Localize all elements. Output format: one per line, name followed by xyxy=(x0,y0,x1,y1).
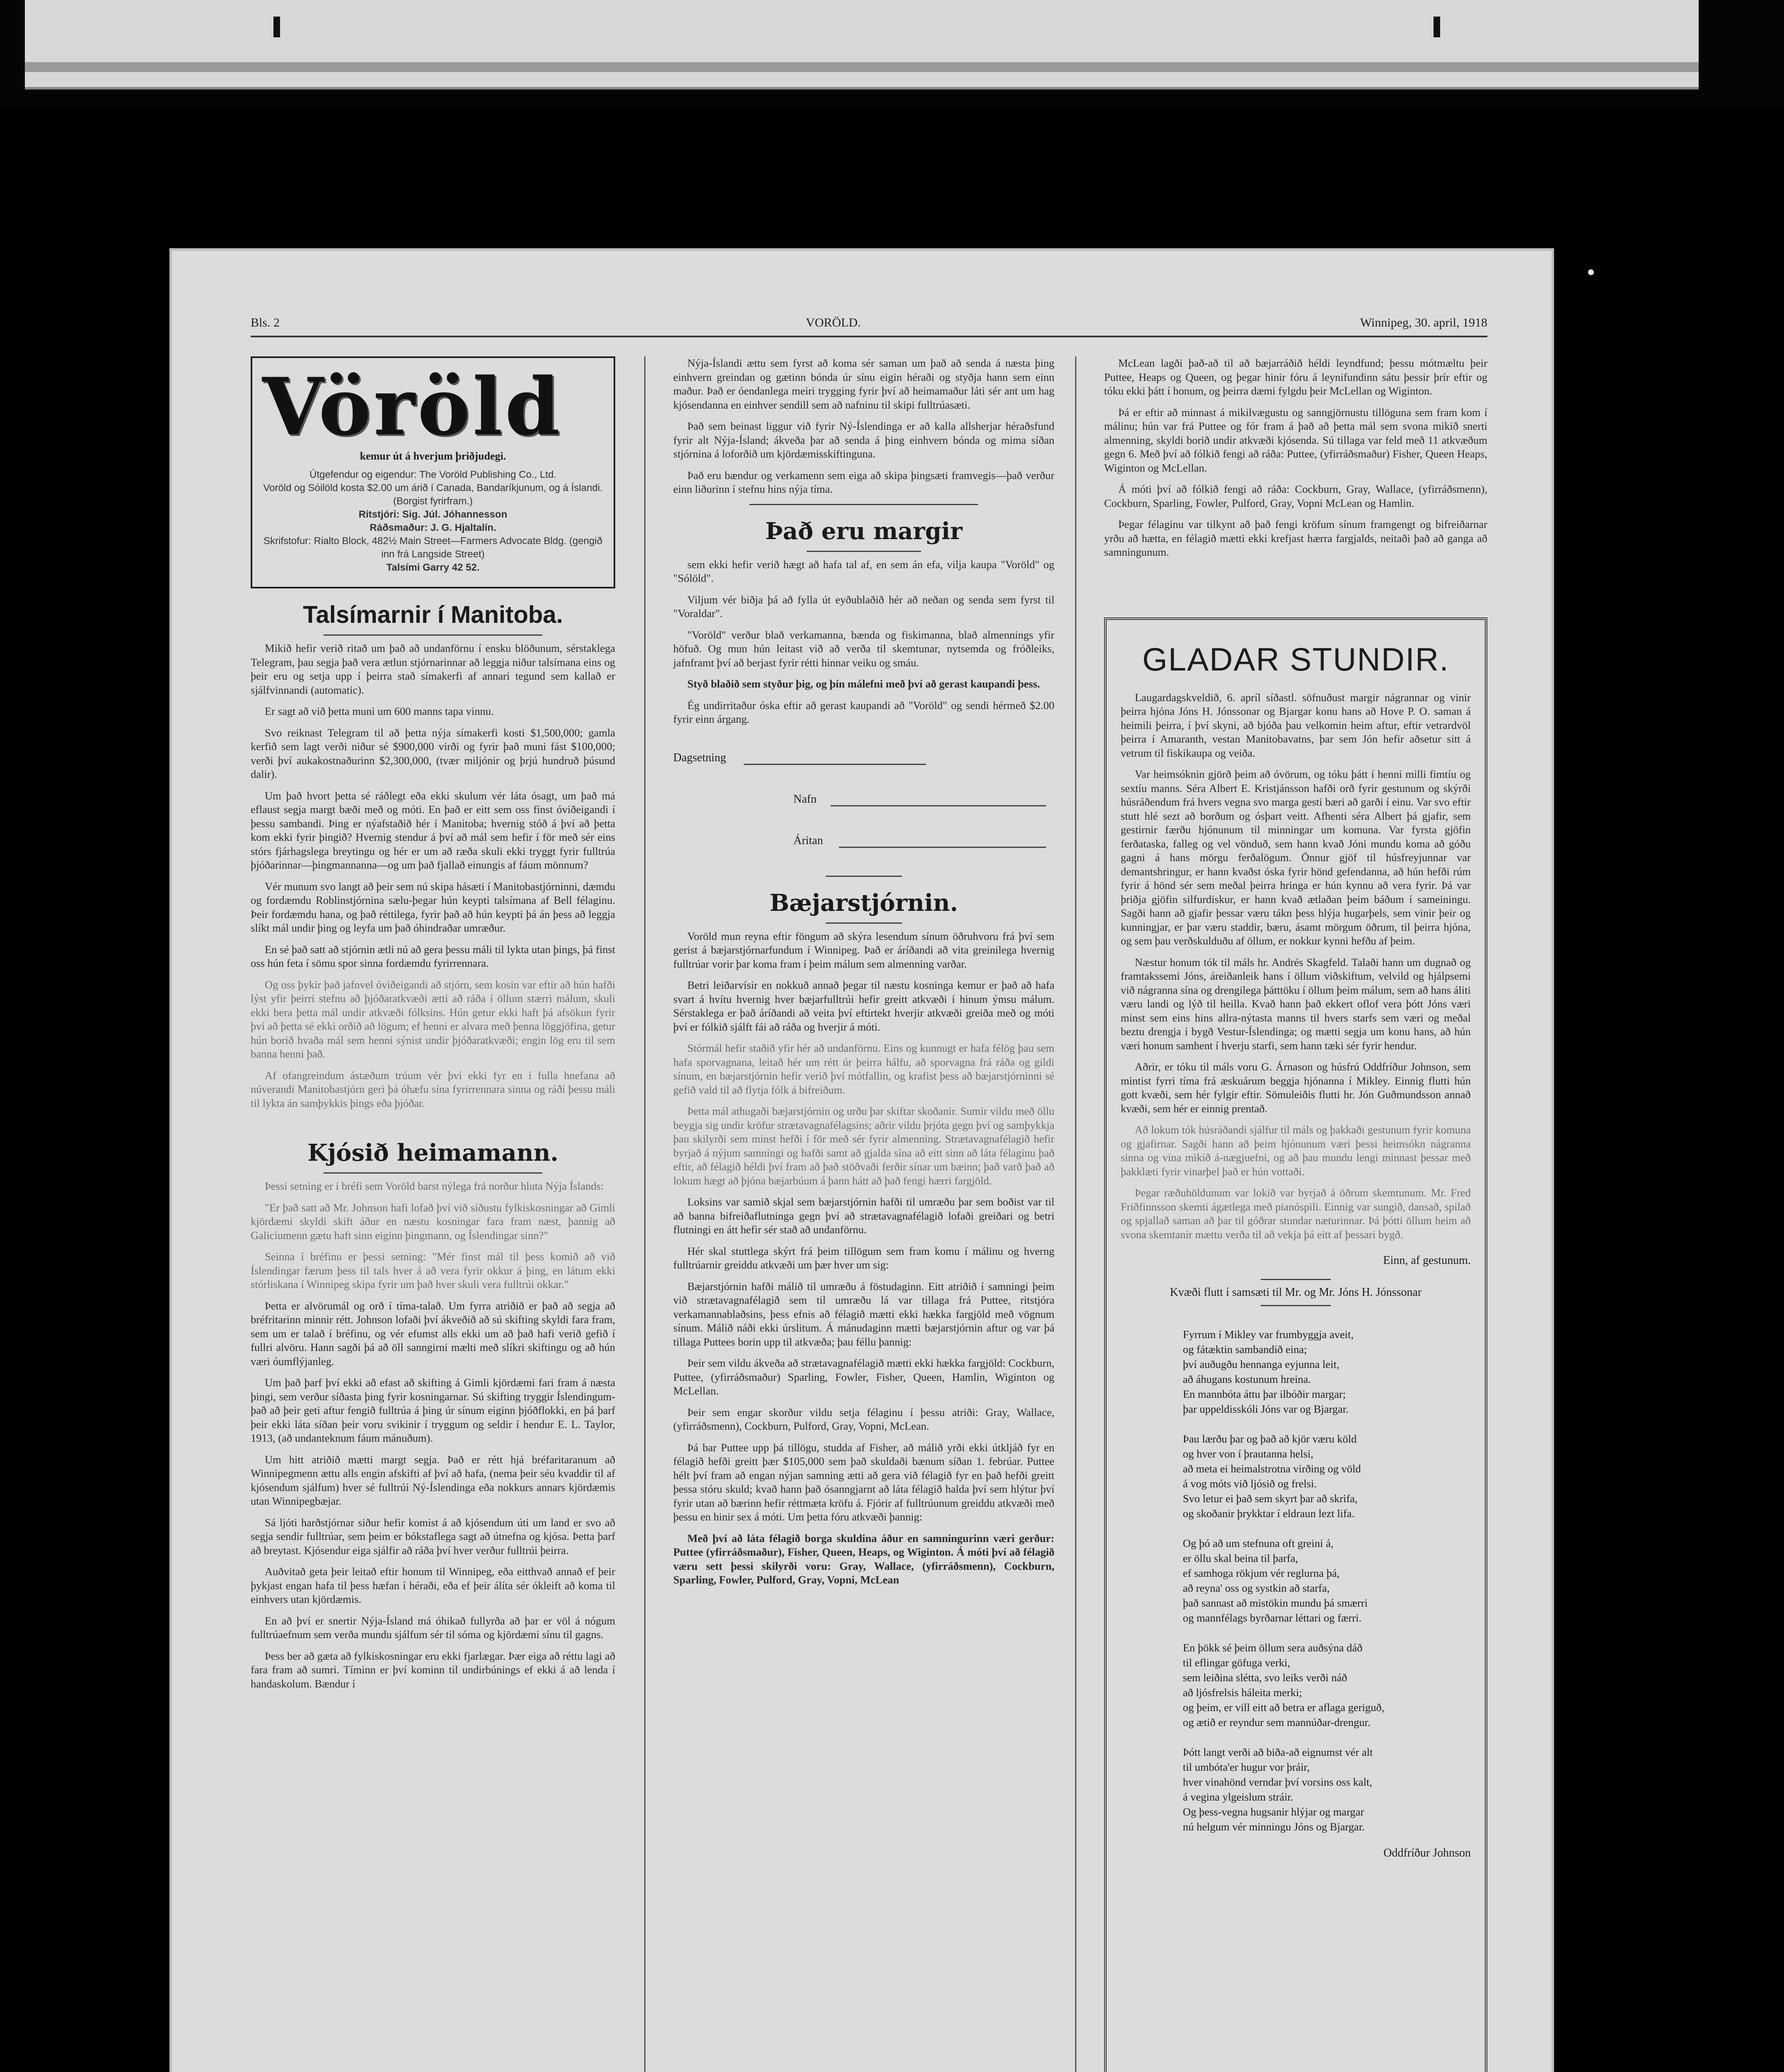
signature-guest: Einn, af gestunum. xyxy=(1383,1254,1471,1267)
poem-line: er öllu skal beina til þarfa, xyxy=(1183,1552,1298,1564)
poem-line: Svo letur ei það sem skyrt þar að skrifa, xyxy=(1183,1492,1358,1505)
film-dust xyxy=(1588,269,1594,275)
form-name-line xyxy=(831,805,1046,806)
paragraph: Um það hvort þetta sé ráðlegt eða ekki skulum vér láta ósagt, um það má eflaust segja margt bæði með og móti. En það er eitt sem oss finst óviðeigandi í þessu sambandi. Þing er nýafstaðið hér í Manitoba; hvernig stóð á því að þetta kom ekki fyrir þingið? Hvernig stendur á því að mál sem hefir í för með sér eins stórs fjárhagslega breytingu og hér er um að ræða skuli ekki tryggt fyrir fulltrúa þjóðarinnar—þingmannanna—og um það fjallað einungis af fáum mönnum? xyxy=(251,789,615,871)
form-address-row xyxy=(673,834,1054,851)
paragraph: Á móti því að fólkið fengi að ráða: Cockburn, Gray, Wallace, (yfirráðsmenn), Cockburn, Sparling, Fowler, Pulford, Gray, Vopni McLean og Hamlin. xyxy=(1104,483,1487,509)
paragraph: Af ofangreindum ástæðum trúum vér því ekki fyr en í fulla hnefana að núverandi Manitobastjórn geri þá óhæfu sína fyrirrennara sinna og ráði þessu máli til lykta án samþykkis þings eða þjóðar. xyxy=(251,1069,615,1109)
headline-baejarstjornin: Bæjarstjórnin. xyxy=(769,889,958,917)
column-rule xyxy=(644,356,645,2072)
running-header xyxy=(251,311,1487,337)
headline-gladar-stundir: GLADAR STUNDIR. xyxy=(1142,641,1449,678)
poem-line: að ljósfrelsis háleita merki; xyxy=(1183,1686,1302,1699)
headline-talsimarnir: Talsímarnir í Manitoba. xyxy=(303,601,563,628)
paragraph: Og oss þykir það jafnvel óviðeigandi að stjórn, sem kosin var eftir að hún hafði lýst yfir þeirri stefnu að þjóðaratkvæði ætti að ráða í öllum stærri málum, skuli ekki bera þetta mál undir atkvæði fólksins. Hún getur ekki haft þá afsökun fyrir því að þetta sé ekki orðið að lögum; ef henni er alvara með þenna löggjöfina, getur hún borið hvaða mál sem henni sýnist undir þjóðaratkvæði; engin lög eru til sem banna henni það. xyxy=(251,978,615,1060)
paragraph: Þeir sem vildu ákveða að strætavagnafélagið mætti ekki hækka fargjöld: Cockburn, Puttee, (yfirráðsmaður) Sparling, Fowler, Fisher, Queen, Hamlin, Wiginton og McLellan. xyxy=(673,1357,1054,1397)
paragraph: Laugardagskveldið, 6. apríl síðastl. söfnuðust margir nágrannar og vinir þeirra hjóna Jóns H. Jónssonar og Bjargar konu hans að Hove P. O. saman á heimili þeirra, í því skyni, að bjóða þau velkomin heim aftur, eftir vetrardvöl þeirra í Amaranth, vestan Manitobavatns, þar sem Jón hefir aðsetur sitt á vetrum til fiskikaupa og veiða. xyxy=(1121,691,1471,759)
paragraph: Ég undirritaður óska eftir að gerast kaupandi að "Voröld" og sendi hérmeð $2.00 fyrir einn árgang. xyxy=(673,699,1054,725)
paragraph: Viljum vér biðja þá að fylla út eyðublaðið hér að neðan og senda sem fyrst til "Voraldar". xyxy=(673,593,1054,620)
poem-line: En þökk sé þeim öllum sera auðsýna dáð xyxy=(1183,1641,1363,1654)
paragraph: Voröld mun reyna eftir föngum að skýra lesendum sínum öðruhvoru frá því sem gerist á bæjarstjórnarfundum í Winnipeg. Það er áríðandi að vita greinilega hvernig fulltrúar vorir þar koma fram í þeim málum sem almenning varðar. xyxy=(673,929,1054,970)
film-strip-top xyxy=(0,0,1784,108)
newspaper-page xyxy=(172,251,1552,2072)
masthead-tagline: kemur út á hverjum þriðjudegi. xyxy=(360,450,506,462)
poem-line: nú helgum vér minningu Jóns og Bjargar. xyxy=(1183,1820,1365,1833)
form-date-label: Dagsetning xyxy=(673,751,726,764)
masthead-line: Talsími Garry 42 52. xyxy=(386,562,480,573)
column-2 xyxy=(673,356,1054,1595)
paragraph: Þá er eftir að minnast á mikilvægustu og sanngjörnustu tillöguna sem fram kom í málinu; hún var frá Puttee og fór fram á það að þetta mál sem svona mikið snerti almenning, skyldi borið undir atkvæði kjósenda. Sú tillaga var feld með 11 atkvæðum gegn 6. Með því að fólkið fengi að ráða: Puttee, (yfirráðsmaður) Fisher, Queen Heaps, Wiginton og McLellan. xyxy=(1104,406,1487,474)
poem-line: og mannfélags byrðarnar léttari og færri. xyxy=(1183,1612,1362,1624)
paragraph: En að því er snertir Nýja-Ísland má óhikað fullyrða að þar er völ á nógum fulltrúaefnum sem verða mundu sjálfum sér til sóma og kjördæmi sínu til gagns. xyxy=(251,1614,615,1641)
poem-line: Og þó að um stefnuna oft greini á, xyxy=(1183,1537,1334,1549)
paragraph: Um það þarf því ekki að efast að skifting á Gimli kjördæmi fari fram á næsta þingi, sem verður síðasta þing fyrir kosningarnar. Sú skifting tryggir Íslendingum-það að þeir geti aftur fengið fulltrúa á þing úr sínum eiginn þjóðflokki, en þá þarf þeir ekki láta síðan þeir voru svikinir í tryggum og seldir í hendur E. L. Taylor, 1913, (að undanteknum fáum mánuðum). xyxy=(251,1376,615,1444)
paragraph: "Er það satt að Mr. Johnson hafi lofað því við síðustu fylkiskosningar að Gimli kjördæmi skyldi skift áður en næstu kosningar fara fram næst, þannig að Galicíumenn gætu haft sinn eiginn þingmann, og Íslendingar sinn?" xyxy=(251,1201,615,1242)
paragraph: Þetta mál athugaði bæjarstjórnin og urðu þar skiftar skoðanir. Sumir vildu með öllu beygja sig undir kröfur strætavagnafélagsins; aðrir vildu þrjóta gegn því og samþykkja þau skilyrði sem minst hefði í för með sér fyrir almenning. Strætavagnafélagið hefir byrjað á nýjum samningi og hafði samt að gjalda sína að eitt sinn að láta félaginu það eftir, að félagið héldi því fram að það stöðvaði ferðir sínar um bæinn; það varð það að lokum hægt að þjóna bæjarbúum á þann hátt að það fengi hærri fargjöld. xyxy=(673,1105,1054,1187)
headline-kjosid: Kjósið heimamann. xyxy=(307,1139,558,1167)
divider xyxy=(826,876,902,877)
poem-line: og ætið er reyndur sem mannúðar-drengur. xyxy=(1183,1716,1371,1728)
paragraph: Hér skal stuttlega skýrt frá þeim tillögum sem fram komu í málinu og hverng fulltrúarnir greiddu atkvæði um þær hver um sig: xyxy=(673,1244,1054,1271)
gladar-stundir-box xyxy=(1104,617,1487,2072)
poem-line: Þau lærðu þar og það að kjör væru köld xyxy=(1183,1433,1357,1445)
poem-line: og hver von í þrautanna helsi, xyxy=(1183,1447,1313,1460)
paragraph: Loksins var samið skjal sem bæjarstjórnin hafði til umræðu þar sem boðist var til að banna bifreiðaflutninga gegn því að strætavagnafélagið lofaði greiðari og betri flutningi en átt hefir sér stað að undanförnu. xyxy=(673,1196,1054,1236)
paragraph: Betri leiðarvísir en nokkuð annað þegar til næstu kosninga kemur er það að hafa svart á hvítu hvernig hver bæjarfulltrúi hefir greitt atkvæði í hinum ýmsu málum. Sérstaklega er það áríðandi að veita því eftirtekt hverjir atkvæði greiða með og móti því er fólkið sjálft fái að ráða og hverjir á móti. xyxy=(673,979,1054,1033)
paragraph: Svo reiknast Telegram til að þetta nýja símakerfi kosti $1,500,000; gamla kerfið sem lagt verði niður sé $900,000 virði og fyrir það muni fást $100,000; verði því aukakostnaðurinn $2,300,000, (tvær miljónir og þrjú hundruð þúsund dalir). xyxy=(251,726,615,780)
paragraph: Þessi setning er í bréfi sem Voröld barst nýlega frá norður hluta Nýja Íslands: xyxy=(265,1180,604,1192)
divider xyxy=(826,922,902,924)
column-1 xyxy=(251,356,615,1698)
masthead-line: Ritstjóri: Sig. Júl. Jóhannesson xyxy=(358,509,508,520)
poem-line: Fyrrum í Mikley var frumbyggja aveit, xyxy=(1183,1328,1354,1341)
poem-line: og fátæktin sambandið eina; xyxy=(1183,1343,1307,1356)
stanza-break xyxy=(1183,1416,1471,1431)
paragraph: Styð blaðið sem styður þig, og þín málefni með því að gerast kaupandi þess. xyxy=(687,678,1040,690)
paragraph: Þegar félaginu var tilkynt að það fengi kröfum sínum framgengt og bifreiðarnar yrðu að hætta, en félagið mætti ekki krefjast hærra fargjalds, neitaði það að ganga að samningunum. xyxy=(1104,518,1487,558)
divider xyxy=(749,504,978,505)
column-3 xyxy=(1104,356,1487,2072)
paragraph: Um hitt atriðið mætti margt segja. Það er rétt hjá bréfaritaranum að Winnipegmenn ættu alls engin afskifti af því að hafa, (nema þeir séu kvaddir til af kjósendum sjálfum) hver sé fulltrúi Ný-Íslendinga eða nokkurs annars kjördæmis utan Winnipegbæjar. xyxy=(251,1453,615,1507)
paragraph: Þeir sem engar skorður vildu setja félaginu í þessu atriði: Gray, Wallace, (yfirráðsmenn), Cockburn, Pulford, Gray, Vopni, McLean. xyxy=(673,1406,1054,1432)
divider xyxy=(1261,1279,1331,1280)
masthead-line: Voröld og Sóilöld kosta $2.00 um árið í Canada, Bandaríkjunum, og á Íslandi. (Borgist fyrirfram.) xyxy=(263,482,603,507)
paragraph: Stórmál hefir staðið yfir hér að undanförnu. Eins og kunnugt er hafa félög þau sem hafa sporvagnana, leitað hér um rétt úr þeirra hálfu, að sporvagna frá ráða og gildi sínum, en bæjarstjórnin hefir verið því mótfallin, og krafist þess að bæjarstjórninni sé gefið vald til að flytja fólk á bifreiðum. xyxy=(673,1042,1054,1096)
issue-date: Winnipeg, 30. april, 1918 xyxy=(1360,316,1487,329)
paragraph: Þetta er alvörumál og orð í tíma-talað. Um fyrra atriðið er það að segja að bréfritarinn minnir rétt. Johnson lofaði því ákveðið að sú skifting skyldi fara fram, sem um er talað í bréfinu, og vér efumst alls ekki um að það hafi verið gefið í fullri alvöru. Hann sagði þá að öll sanngirni mælti með slíkri skiftingu og að hún væri óumflýjanleg. xyxy=(251,1299,615,1368)
headline-thad-eru-margir: Það eru margir xyxy=(765,517,962,545)
paragraph: "Voröld" verður blað verkamanna, bænda og fiskimanna, blað almennings yfir höfuð. Og mun hún leitast við að verða til skemtunar, nytsemda og fróðleiks, jafnframt því að berjast fyrir rétti hinnar veiku og smáu. xyxy=(673,628,1054,669)
poem-line: Þótt langt verði að biða-að eignumst vér alt xyxy=(1183,1746,1373,1758)
poem-line: til eflingar göfuga verki, xyxy=(1183,1656,1291,1669)
column-rule xyxy=(1075,356,1076,2072)
form-name-row xyxy=(673,793,1054,809)
paragraph: Með því að láta félagið borga skuldina áður en samningurinn væri gerður: Puttee (yfirráðsmaður), Fisher, Queen, Heaps, og Wiginton. Á móti því að félagið væru sett þessi skilyrði voru: Gray, Wallace, (yfirráðsmenn), Cockburn, Sparling, Fowler, Pulford, Gray, Vopni, McLean xyxy=(673,1532,1054,1586)
previous-frame-edge xyxy=(25,0,1699,90)
paragraph: Að lokum tók húsráðandi sjálfur til máls og þakkaði gestunum fyrir komuna og gjafirnar. Sagði hann að þeim hjónunum væri þessi heimsókn nágranna sinna og vina mikið á-nægjuefni, og að þau mundu lengi minnast þessar með þakklæti fyrir vinarþel það er hún vottaði. xyxy=(1121,1123,1471,1178)
paragraph: Var heimsóknin gjörð þeim að óvörum, og tóku þátt í henni milli fimtíu og sextíu manns. Séra Albert E. Kristjánsson hafði orð fyrir gestunum og skýrði húsráðendum frá hvers vegna svo marga gesti bæri að garði í einu. Var svo eftir stutt hlé sezt að borðum og ósþart veitt. Afhenti séra Albert þá gjafir, sem gestirnir færðu hjónunum til minningar um komuna. Var fyrsta gjöfin ferðataska, falleg og vel vönduð, sem hann kvað Jóni mundu koma að góðu gagni á hans mörgu ferðalögum. Önnur gjöf til húsfreyjunnar var demantshringur, er hann kvaðst óska fyrir hönd gefendanna, að hún hefði rúm fyrir á hönd sér sem meðal þeirra hringa er hún kynnu að vera fyrir. Þá var þriðja gjöfin silfurdiskur, er hann kvað ætlaðan þeim báðum í sameiningu. Sagði hann að gjafir þessar væru tákn þess hlýja hugarþels, sem vinir þeir og kunningjar, er þar væru staddir, bæru, ásamt mörgum öðrum, til þeirra hjóna, og sem þau verðskulduðu af öllum, er nokkur kynni hefðu af þeim. xyxy=(1121,768,1471,947)
poem-signature: Oddfríður Johnson xyxy=(1383,1847,1471,1859)
poem-title: Kvæði flutt í samsæti til Mr. og Mr. Jóns H. Jónssonar xyxy=(1170,1286,1422,1299)
poem-line: þar uppeldisskóli Jóns var og Bjargar. xyxy=(1183,1403,1349,1415)
poem-line: sem leiðina slétta, svo leiks verði náð xyxy=(1183,1671,1347,1684)
paragraph: Er sagt að við þetta muni um 600 manns tapa vinnu. xyxy=(265,705,494,717)
paragraph: Aðrir, er tóku til máls voru G. Árnason og húsfrú Oddfríður Johnson, sem mintist fyrri tíma frá æskuárum beggja hjónanna í Mikley. Einnig flutti hún gott kvæði, sem hér fylgir eftir. Sömuleiðis flutti hr. Jón Guðmundsson annað kvæði, sem hér er einnig prentað. xyxy=(1121,1060,1471,1115)
stanza-break xyxy=(1183,1730,1471,1745)
masthead-line: Ráðsmaður: J. G. Hjaltalín. xyxy=(370,522,496,533)
poem-line: og skoðanir þrykktar í eldraun lezt lifa. xyxy=(1183,1507,1355,1520)
divider xyxy=(324,1172,542,1174)
paragraph: En sé það satt að stjórnin ætli nú að gera þessu máli til lykta utan þings, þá finst oss hún feta í sömu spor sinna fordæmdu fyrirrennara. xyxy=(251,943,615,969)
form-date-row xyxy=(673,751,1054,768)
paragraph: Nýja-Íslandi ættu sem fyrst að koma sér saman um það að senda á næsta þing einhvern greindan og gætinn bónda úr sínu eigin héraði og styðja hann sem einn maður. Það er óendanlega meiri trygging fyrir því að heimamaður láti sér ant um hag kjósendanna en einhver sendill sem að nafninu til skipi fulltrúasæti. xyxy=(673,357,1054,411)
stanza-break xyxy=(1183,1625,1471,1640)
paragraph: Mikið hefir verið ritað um það að undanförnu í ensku blöðunum, sérstaklega Telegram, þau segja það vera ætlun stjórnarinnar að leggja niður talsímana eins og þeir eru og setja upp í þeirra stað símakerfi af annari tegund sem kallað er sjálfvinnandi (automatic). xyxy=(251,642,615,696)
paragraph: Vér munum svo langt að þeir sem nú skipa hásæti í Manitobastjórninni, dæmdu og fordæmdu Roblinstjórnina sælu-þegar hún keypti talsímana af Bell félaginu. Þeir fordæmdu hana, og það réttilega, fyrir það að hún keypti þá án þess að leggja slíkt mál undir þing og leyfa um það óhindraðar umræður. xyxy=(251,880,615,934)
poem-line: til umbóta'er hugur vor þráir, xyxy=(1183,1761,1310,1773)
film-mark xyxy=(273,17,280,37)
poem-line: að áhugans kostunum hreina. xyxy=(1183,1373,1311,1385)
paragraph: Bæjarstjórnin hafði málið til umræðu á föstudaginn. Eitt atriðið í samningi þeim við strætavagnafélagið sem til umræðu lá var tillaga frá Puttee, ritstjóra verkamannablaðsins, þess efnis að félagið mætti ekki hækka fargjöld með vögnum sínum. Málið náði ekki úrslitum. Á mánudaginn mætti bæjarstjórnin aftur og var þá tillaga Puttees borin upp til atkvæða; þau féllu þannig: xyxy=(673,1280,1054,1348)
poem xyxy=(1183,1327,1471,1834)
poem-line: ef samhoga rökjum vér reglurna þá, xyxy=(1183,1567,1340,1579)
divider xyxy=(1261,1305,1331,1306)
masthead-line: Útgefendur og eigendur: The Voröld Publishing Co., Ltd. xyxy=(309,469,556,480)
fold-band xyxy=(25,62,1699,72)
masthead xyxy=(251,356,615,588)
form-address-line xyxy=(839,847,1046,848)
poem-line: því auðugðu hennanga eyjunna leit, xyxy=(1183,1358,1339,1370)
poem-line: á vegina ylgeislum stráir. xyxy=(1183,1791,1293,1803)
paragraph: Sá ljóti harðstjórnar siður hefir komist á að kjósendum úti um land er svo að segja sendir fulltrúar, sem þeim er bókstaflega sagt að útnefna og kjósa. Þetta þarf að breytast. Kjósendur eiga sjálfir að ráða því hver verður fulltrúi þeirra. xyxy=(251,1516,615,1556)
poem-line: að reyna' oss og systkin að starfa, xyxy=(1183,1582,1330,1594)
poem-line: Og þess-vegna hugsanir hlýjar og margar xyxy=(1183,1806,1364,1818)
poem-line: og þeim, er vill eitt að betra er aflaga geriguð, xyxy=(1183,1701,1385,1714)
paragraph: Þess ber að gæta að fylkiskosningar eru ekki fjarlægar. Þær eiga að réttu lagi að fara fram að sumri. Tíminn er því kominn til undirbúnings ef ekki á að lenda í handaskolum. Bændur í xyxy=(251,1649,615,1690)
film-mark xyxy=(1433,17,1440,37)
paragraph: Næstur honum tók til máls hr. Andrés Skagfeld. Talaði hann um dugnað og framtakssemi Jóns, áreiðanleik hans í öllum viðskiftum, velvild og hjálpsemi við nágranna sína og drengilega þátttöku í öllum þeim málum, sem að hans áliti væru landi og lýð til heilla. Kvað hann það ekkert oflof vera þótt Jóns væri minst sem eins hins allra-nýtasta manns til hvers starfs sem væri og meðal beztu drengja í bygð Vestur-Íslendinga; og mætti segja um konu hans, að hún væri honum samhent í hverju starfi, sem hann tæki sér fyrir hendur. xyxy=(1121,956,1471,1052)
masthead-logo: Vöröld xyxy=(262,361,563,453)
poem-line: á vog móts við ljósið og frelsi. xyxy=(1183,1477,1317,1490)
masthead-line: Skrifstofur: Rialto Block, 482½ Main Street—Farmers Advocate Bldg. (gengið inn frá Langside Street) xyxy=(263,535,602,560)
paragraph: McLean lagði það-að til að bæjarráðið héldi leyndfund; þessu mótmæltu þeir Puttee, Heaps og Queen, og þegar hinir fóru á leynifundinn sátu þessir þrír eftir og tóku ekki þátt í honum, og þeirra dæmi fylgdu þeir McLellan og Wiginton. xyxy=(1104,357,1487,397)
page-number: Bls. 2 xyxy=(251,316,280,329)
stanza-break xyxy=(1183,1521,1471,1536)
form-address-label: Áritan xyxy=(793,834,823,847)
paragraph: Þá bar Puttee upp þá tillögu, studda af Fisher, að málið yrði ekki útkljáð fyr en félagið hefði greitt þær $105,000 sem það skuldaði bænum síðan 1. febrúar. Puttee hélt því fram að engan nýjan samning ætti að gera við félagið fyr en það hefði greitt þessa stóru skuld; kvað hann það ósanngjarnt að láta félagið halda því sem hlýtur því fyrir utan að bærinn hefir réttmæta kröfu á. Fjórir af fulltrúunum greiddu atkvæði með þessu en hinir sex á móti. Um þetta fóru atkvæði þannig: xyxy=(673,1441,1054,1523)
paragraph: Það sem beinast liggur við fyrir Ný-Íslendinga er að kalla allsherjar héraðsfund fyrir alt Nýja-Ísland; ákveða þar að senda á þing einhvern bónda og mima síðan stjórnina á loforðið um kjördæmisskiftinguna. xyxy=(673,420,1054,460)
form-name-label: Nafn xyxy=(793,792,817,806)
poem-line: En mannbóta áttu þar ilbóðir margar; xyxy=(1183,1388,1346,1400)
form-date-line xyxy=(744,764,926,765)
divider xyxy=(807,551,921,552)
poem-line: að meta ei heimalstrotna virðing og völd xyxy=(1183,1462,1361,1475)
poem-line: það sannast að mistökin mundu þá smærri xyxy=(1183,1597,1368,1609)
paragraph: Það eru bændur og verkamenn sem eiga að skipa þingsæti framvegis—það verður einn liðurinn í stefnu hins nýja tíma. xyxy=(673,469,1054,495)
paragraph: sem ekki hefir verið hægt að hafa tal af, en sem án efa, vilja kaupa "Voröld" og "Sólöld". xyxy=(673,558,1054,584)
paper-name: VORÖLD. xyxy=(806,316,861,329)
divider xyxy=(324,634,542,636)
paragraph: Þegar ræðuhöldunum var lokið var byrjað á öðrum skemtunum. Mr. Fred Friðfinnsson skemti ágætlega með pianóspili. Einnig var sungið, dansað, spilað og spjallað saman að þar til góðrar stundar næturinnar. Þá þótti öllum heim að svona skemtanir mættu verða til að vekja þá eitt af þessari bygð. xyxy=(1121,1186,1471,1241)
poem-line: hver vinahönd verndar því vorsins oss kalt, xyxy=(1183,1776,1373,1788)
paragraph: Seinna í bréfinu er þessi setning: "Mér finst mál til þess komið að við Íslendingar færum þess til tals hver á að vera fyrir okkur á þing, en látum ekki stórliskana í Winnipeg skipa fyrir um það hver skuli vera fulltrúi okkar." xyxy=(251,1250,615,1290)
paragraph: Auðvitað geta þeir leitað eftir honum til Winnipeg, eða eitthvað annað ef þeir þykjast engan hafa til þess hæfan í héraði, eða ef þeir álíta sér ókleift að koma til einhvers utan kjördæmis. xyxy=(251,1565,615,1605)
